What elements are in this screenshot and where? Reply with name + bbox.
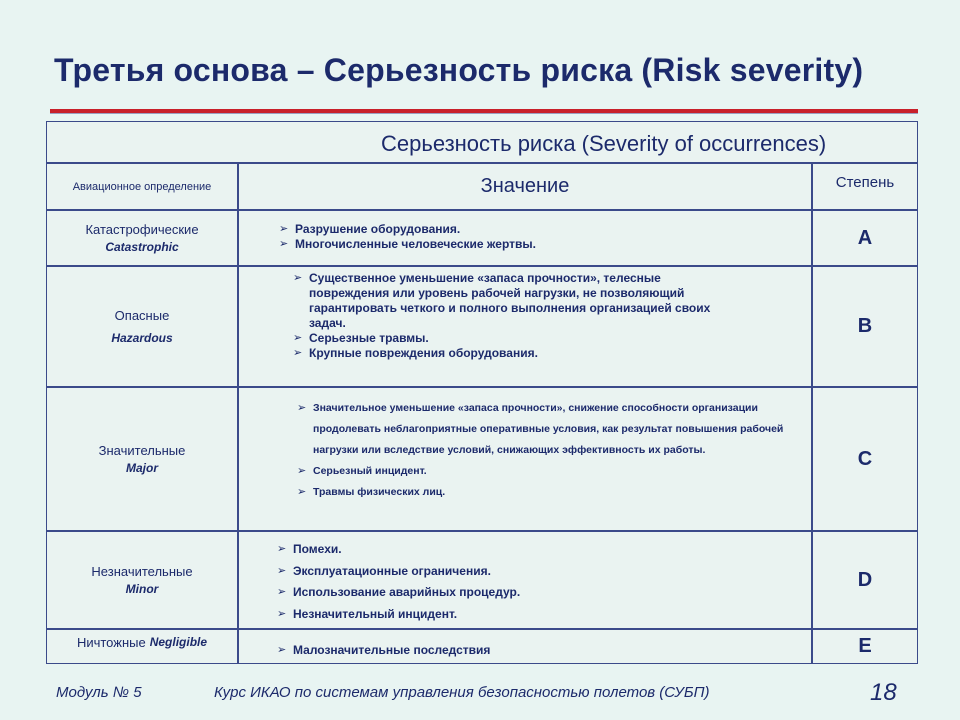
row-a-definition bbox=[47, 211, 239, 267]
arrow-bullet-icon: ➢ bbox=[297, 465, 307, 477]
list-item: ➢ Помехи. bbox=[277, 539, 777, 561]
row-b-meaning bbox=[239, 267, 813, 388]
list-item: ➢ Незначительный инцидент. bbox=[277, 604, 777, 626]
arrow-bullet-icon: ➢ bbox=[277, 644, 287, 656]
definition-en: Catastrophic bbox=[105, 239, 179, 254]
row-a-degree: A bbox=[813, 211, 917, 267]
arrow-bullet-icon: ➢ bbox=[293, 332, 303, 344]
list-item: ➢ Серьезные травмы. bbox=[293, 331, 429, 345]
definition-ru: Катастрофические bbox=[85, 222, 199, 238]
definition-ru: Значительные bbox=[98, 443, 186, 459]
row-c-meaning bbox=[239, 388, 813, 532]
row-b-degree: B bbox=[813, 267, 917, 388]
definition-ru: Ничтожные bbox=[76, 635, 146, 650]
footer-module: Модуль № 5 bbox=[56, 684, 142, 701]
row-d-degree: D bbox=[813, 532, 917, 630]
definition-en: Negligible bbox=[149, 635, 208, 649]
list-item: ➢ Серьезный инцидент. bbox=[297, 461, 787, 482]
definition-en: Minor bbox=[125, 581, 159, 596]
row-a-meaning bbox=[239, 211, 813, 267]
row-d-definition bbox=[47, 532, 239, 630]
row-e-meaning bbox=[239, 630, 813, 663]
title-underline-blue bbox=[50, 113, 918, 114]
list-item: ➢ Значительное уменьшение «запаса прочности», снижение способности организации продолевать неблагоприятные оперативные условия, как результат повышения рабочей нагрузки или вследствие условий, снижающих эффективность их работы. bbox=[297, 398, 787, 461]
slide-title: Третья основа – Серьезность риска (Risk severity) bbox=[54, 52, 864, 88]
arrow-bullet-icon: ➢ bbox=[277, 586, 287, 598]
definition-en: Major bbox=[125, 460, 158, 475]
row-e-definition bbox=[47, 630, 239, 663]
list-item: ➢ Малозначительные последствия bbox=[277, 643, 491, 657]
col-header-meaning: Значение bbox=[239, 164, 813, 211]
list-item: ➢ Существенное уменьшение «запаса прочности», телесные повреждения или уровень рабочей нагрузки, не позволяющий гарантировать четкого и полного выполнения организацией своих задач. bbox=[293, 271, 711, 330]
arrow-bullet-icon: ➢ bbox=[297, 402, 307, 414]
col-header-degree: Степень bbox=[813, 164, 917, 211]
arrow-bullet-icon: ➢ bbox=[279, 223, 289, 235]
list-item: ➢ Разрушение оборудования. bbox=[279, 222, 461, 236]
row-c-degree: C bbox=[813, 388, 917, 532]
arrow-bullet-icon: ➢ bbox=[279, 238, 289, 250]
arrow-bullet-icon: ➢ bbox=[297, 486, 307, 498]
definition-en: Hazardous bbox=[111, 331, 173, 346]
definition-ru: Опасные bbox=[114, 307, 170, 323]
list-item: ➢ Эксплуатационные ограничения. bbox=[277, 561, 777, 583]
row-b-definition bbox=[47, 267, 239, 388]
arrow-bullet-icon: ➢ bbox=[293, 347, 303, 359]
page-number: 18 bbox=[870, 679, 897, 706]
arrow-bullet-icon: ➢ bbox=[277, 564, 287, 577]
col-header-definition: Авиационное определение bbox=[47, 164, 239, 211]
definition-ru: Незначительные bbox=[91, 564, 193, 580]
list-item: ➢ Многочисленные человеческие жертвы. bbox=[279, 237, 536, 251]
arrow-bullet-icon: ➢ bbox=[277, 543, 287, 555]
list-item: ➢ Использование аварийных процедур. bbox=[277, 582, 777, 604]
row-e-degree: E bbox=[858, 635, 872, 657]
table-main-header: Серьезность риска (Severity of occurrences) bbox=[47, 122, 917, 164]
arrow-bullet-icon: ➢ bbox=[277, 607, 287, 620]
severity-table bbox=[46, 121, 918, 664]
list-item: ➢ Крупные повреждения оборудования. bbox=[293, 346, 538, 360]
list-item: ➢ Травмы физических лиц. bbox=[297, 482, 787, 503]
row-c-definition bbox=[47, 388, 239, 532]
row-d-meaning bbox=[239, 532, 813, 630]
footer-course: Курс ИКАО по системам управления безопасностью полетов (СУБП) bbox=[214, 684, 710, 701]
arrow-bullet-icon: ➢ bbox=[293, 272, 303, 284]
